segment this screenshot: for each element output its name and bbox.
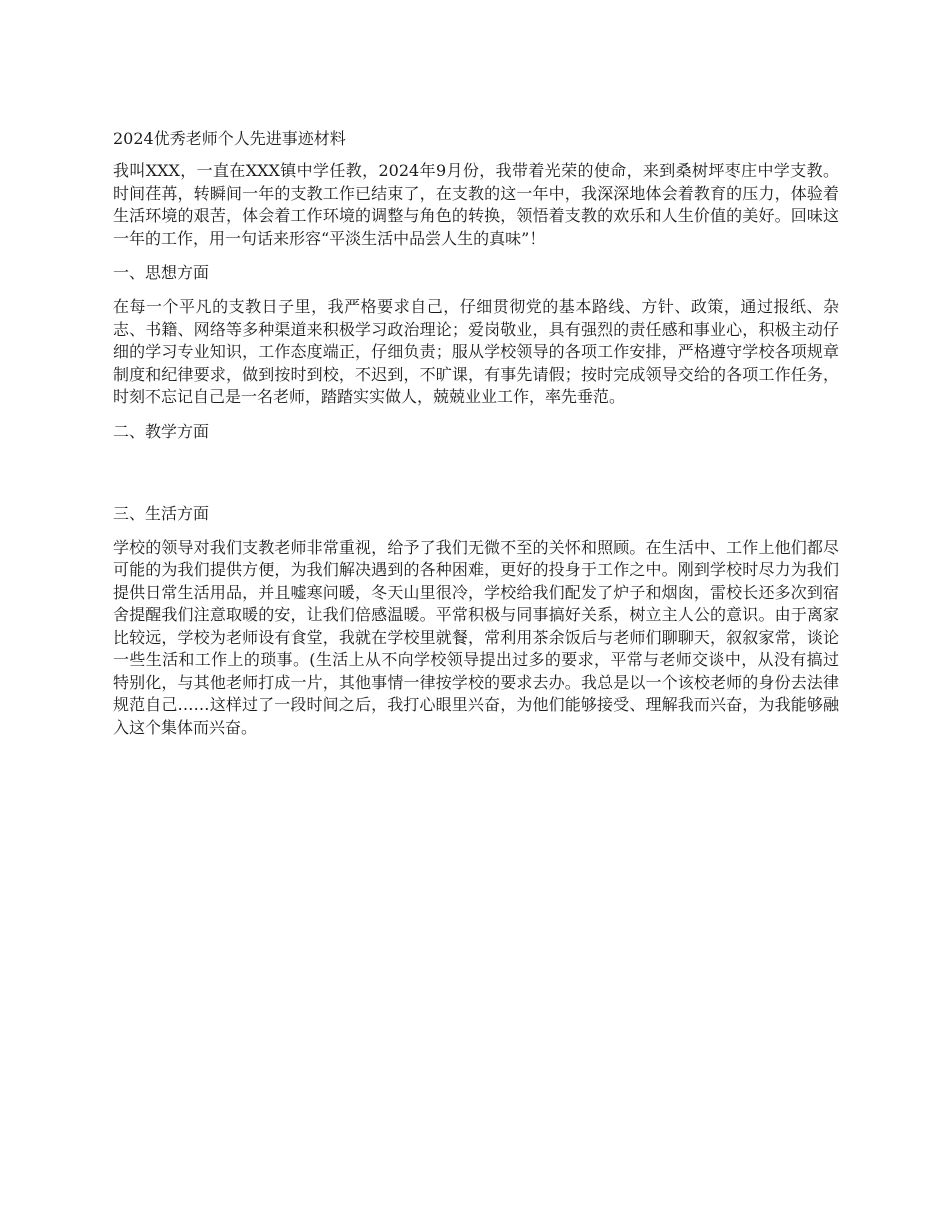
section-body-life: 学校的领导对我们支教老师非常重视，给予了我们无微不至的关怀和照顾。在生活中、工作上他们都尽可能的为我们提供方便，为我们解决遇到的各种困难，更好的投身于工作之中。刚到学校时尽力为我们提供日常生活用品，并且嘘寒问暖，冬天山里很冷，学校给我们配发了炉子和烟囱，雷校长还多次到宿舍提醒我们注意取暖的安，让我们倍感温暖。平常积极与同事搞好关系，树立主人公的意识。由于离家比较远，学校为老师设有食堂，我就在学校里就餐，常利用茶余饭后与老师们聊聊天，叙叙家常，谈论一些生活和工作上的琐事。(生活上从不向学校领导提出过多的要求，平常与老师交谈中，从没有搞过特别化，与其他老师打成一片，其他事情一律按学校的要求去办。我总是以一个该校老师的身份去法律规范自己……这样过了一段时间之后，我打心眼里兴奋，为他们能够接受、理解我而兴奋，为我能够融入这个集体而兴奋。 [113,537,839,737]
section-heading-teaching: 二、教学方面 [113,421,210,441]
section-heading-life: 三、生活方面 [113,503,210,523]
section-body-thought: 在每一个平凡的支教日子里，我严格要求自己，仔细贯彻党的基本路线、方针、政策，通过报纸、杂志、书籍、网络等多种渠道来积极学习政治理论；爱岗敬业，具有强烈的责任感和事业心，积极主动仔细的学习专业知识，工作态度端正，仔细负责；服从学校领导的各项工作安排，严格遵守学校各项规章制度和纪律要求，做到按时到校，不迟到，不旷课，有事先请假；按时完成领导交给的各项工作任务，时刻不忘记自己是一名老师，踏踏实实做人，兢兢业业工作，率先垂范。 [113,297,839,406]
section-body-teaching-empty [113,455,839,503]
section-heading-thought: 一、思想方面 [113,263,210,282]
intro-paragraph: 我叫XXX，一直在XXX镇中学任教，2024年9月份，我带着光荣的使命，来到桑树坪枣庄中学支教。时间荏苒，转瞬间一年的支教工作已结束了，在支教的这一年中，我深深地体会着教育的压力，体验着生活环境的艰苦，体会着工作环境的调整与角色的转换，领悟着支教的欢乐和人生价值的美好。回味这一年的工作，用一句话来形容“平淡生活中品尝人生的真味”！ [113,161,839,248]
document-title: 2024优秀老师个人先进事迹材料 [113,129,346,148]
document-page [113,128,839,751]
